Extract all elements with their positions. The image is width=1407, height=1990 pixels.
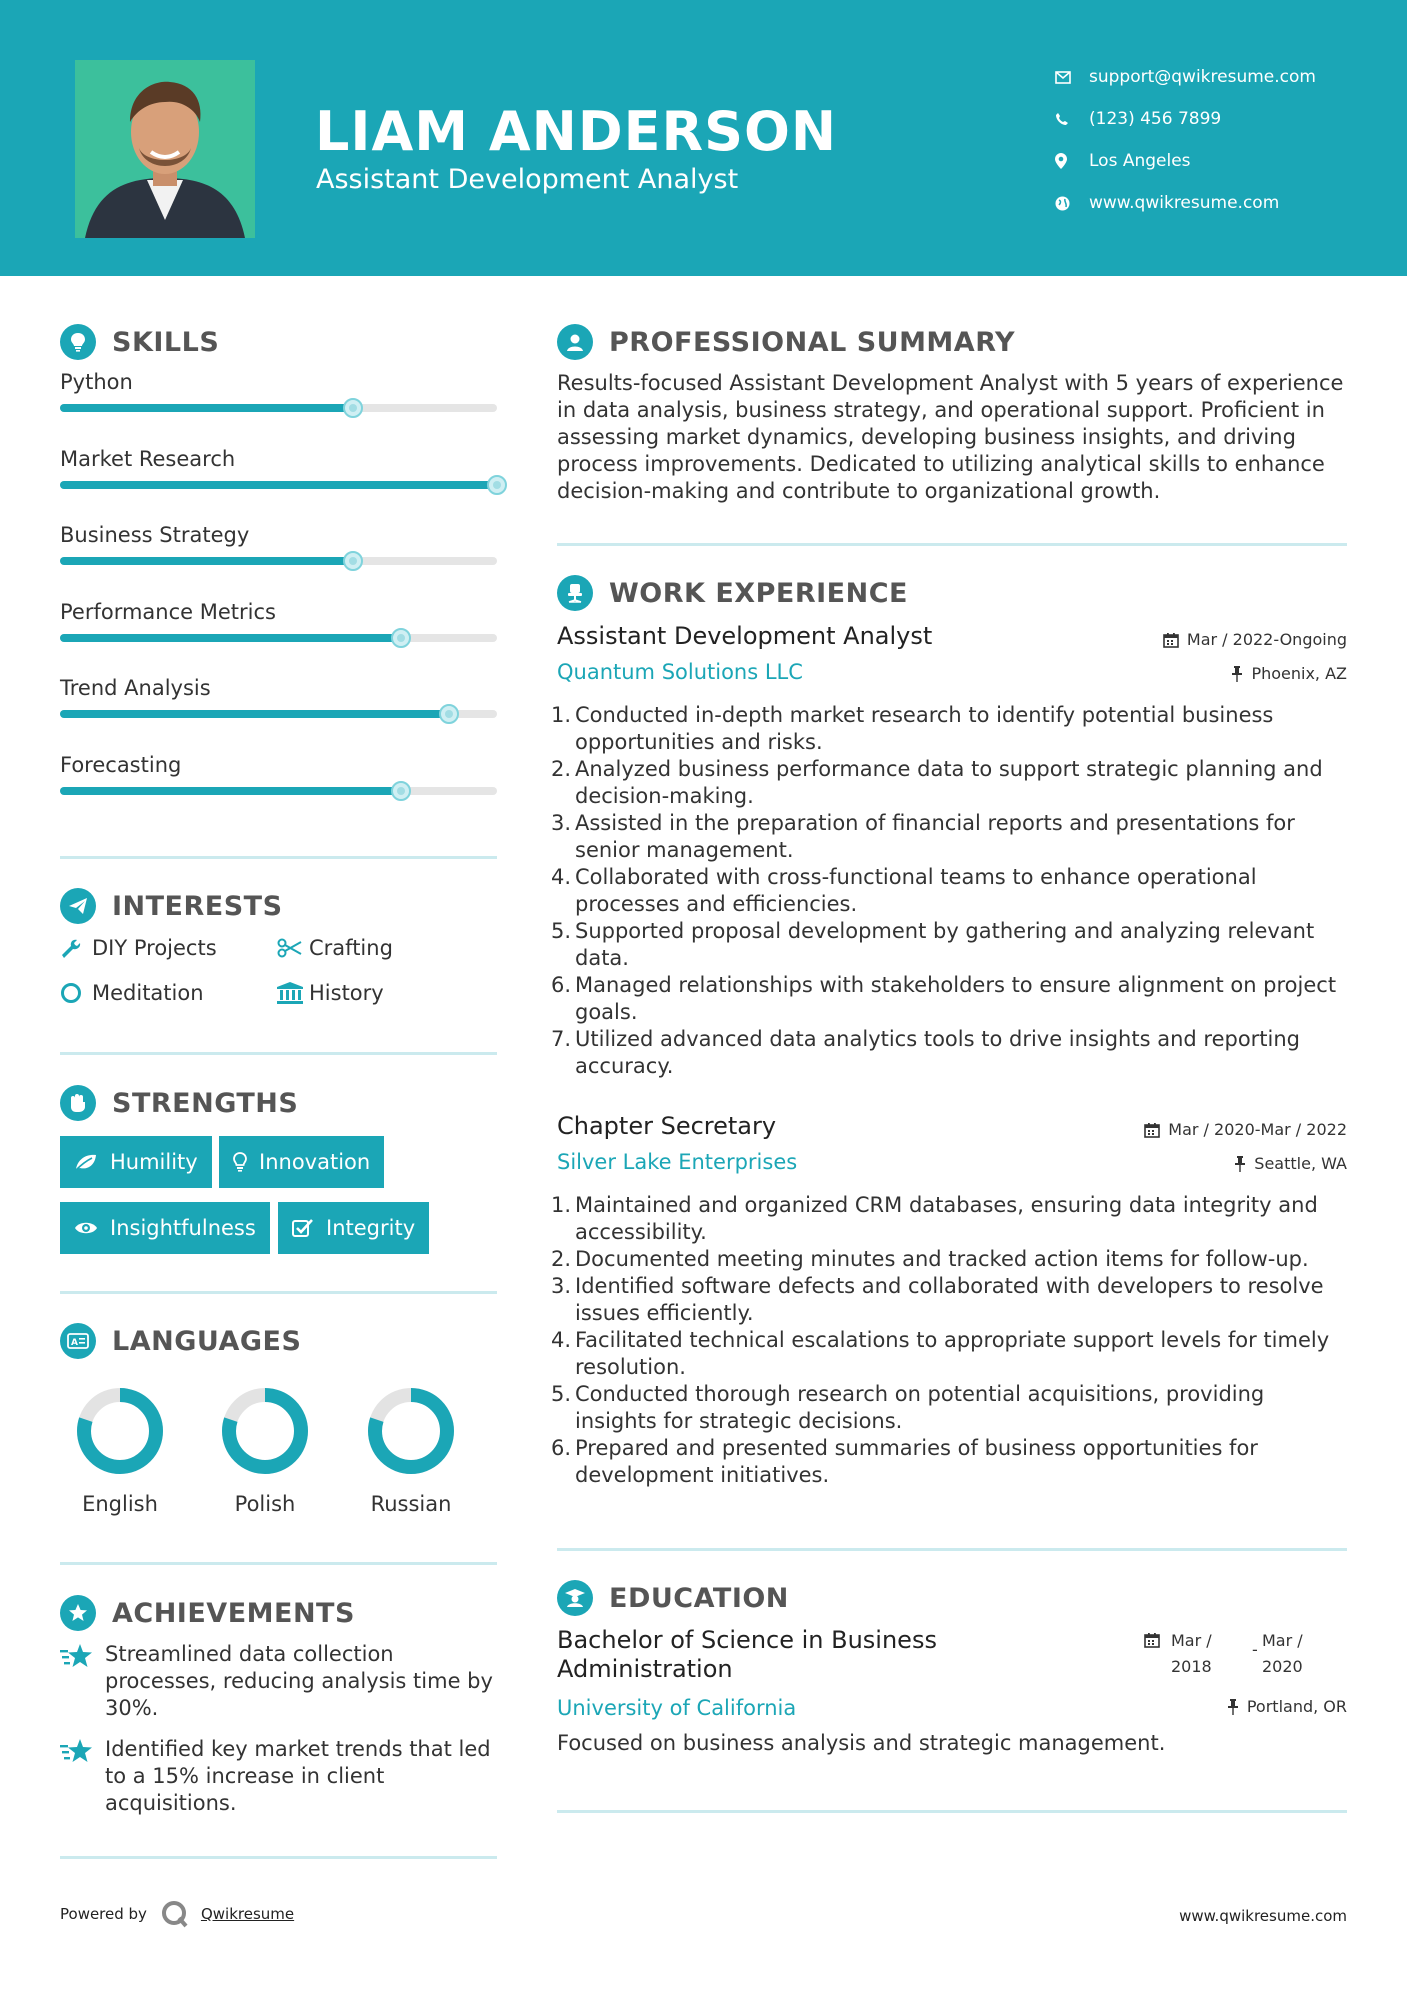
- lightbulb-icon: [60, 324, 96, 360]
- experience-heading: WORK EXPERIENCE: [557, 575, 908, 611]
- strength-tag: Innovation: [219, 1136, 384, 1188]
- job-duties-list: [551, 702, 1347, 1080]
- skill-name: Business Strategy: [60, 523, 250, 547]
- skill-bar-knob: [391, 628, 411, 648]
- calendar-icon: [1144, 1632, 1164, 1652]
- user-icon: [557, 324, 593, 360]
- language-item: [60, 1386, 180, 1516]
- skill-bar-knob: [391, 781, 411, 801]
- contact-phone[interactable]: (123) 456 7899: [1055, 98, 1355, 140]
- skill-item: [60, 600, 497, 670]
- phone-icon: [1055, 112, 1089, 126]
- skill-bar-track: [60, 557, 497, 565]
- duty-item: 7. Utilized advanced data analytics tools to drive insights and reporting accuracy.: [551, 1027, 1301, 1078]
- skill-bar-knob: [439, 704, 459, 724]
- education-description: Focused on business analysis and strategic management.: [557, 1731, 1166, 1755]
- wrench-icon: [60, 937, 92, 959]
- strengths-heading: STRENGTHS: [60, 1085, 298, 1121]
- summary-heading: PROFESSIONAL SUMMARY: [557, 324, 1015, 360]
- achievement-item: Identified key market trends that led to a 15% increase in client acquisitions.: [60, 1736, 500, 1817]
- skill-bar-fill: [60, 634, 401, 642]
- footer-website-link[interactable]: www.qwikresume.com: [1179, 1907, 1347, 1925]
- skill-bar-fill: [60, 710, 449, 718]
- calendar-icon: [1163, 632, 1179, 648]
- divider: [557, 1548, 1347, 1551]
- pushpin-icon: [1231, 666, 1243, 682]
- skill-bar-knob: [343, 398, 363, 418]
- strength-tag: Insightfulness: [60, 1202, 270, 1254]
- achievement-item: Streamlined data collection processes, reducing analysis time by 30%.: [60, 1641, 500, 1722]
- skill-bar-track: [60, 787, 497, 795]
- education-heading: EDUCATION: [557, 1580, 789, 1616]
- language-donut-chart: [220, 1386, 310, 1476]
- skill-item: [60, 676, 497, 746]
- candidate-role: Assistant Development Analyst: [316, 164, 739, 195]
- divider: [557, 543, 1347, 546]
- divider: [60, 1856, 497, 1859]
- circle-icon: [60, 982, 92, 1004]
- location-pin-icon: [1055, 153, 1089, 169]
- qwikresume-logo-icon: [161, 1900, 189, 1928]
- duty-item: 2. Documented meeting minutes and tracked action items for follow-up.: [551, 1247, 1309, 1271]
- job-title: Assistant Development Analyst: [557, 622, 933, 650]
- summary-text: Results-focused Assistant Development Analyst with 5 years of experience in data analysis, business strategy, and operational support. Proficient in assessing market dynamics, developing business insights, and driving process improvements. Dedicated to utilizing analytical skills to enhance decision-making and contribute to organizational growth.: [557, 371, 1344, 503]
- language-item: [351, 1386, 471, 1516]
- strength-tag: Integrity: [278, 1202, 429, 1254]
- duty-item: 1. Maintained and organized CRM databases, ensuring data integrity and accessibility.: [551, 1193, 1318, 1244]
- job-location: Seattle, WA: [1234, 1154, 1347, 1173]
- interests-heading: INTERESTS: [60, 888, 283, 924]
- duty-item: 3. Assisted in the preparation of financial reports and presentations for senior management.: [551, 811, 1295, 862]
- interest-item: Meditation: [60, 981, 204, 1005]
- skill-bar-fill: [60, 787, 401, 795]
- duty-item: 5. Conducted thorough research on potential acquisitions, providing insights for strategic decisions.: [551, 1382, 1265, 1433]
- footer-powered-by: Powered by Qwikresume: [60, 1900, 294, 1928]
- star-badge-icon: [60, 1595, 96, 1631]
- skill-name: Performance Metrics: [60, 599, 276, 624]
- skill-item: [60, 370, 497, 440]
- leaf-icon: [74, 1153, 98, 1171]
- divider: [60, 856, 497, 859]
- skill-bar-knob: [487, 475, 507, 495]
- languages-heading: A LANGUAGES: [60, 1323, 301, 1359]
- calendar-icon: [1144, 1122, 1160, 1138]
- pushpin-icon: [1234, 1156, 1246, 1172]
- profile-photo: [75, 60, 255, 238]
- language-icon: [60, 1323, 96, 1359]
- language-item: [205, 1386, 325, 1516]
- contact-email[interactable]: support@qwikresume.com: [1055, 56, 1355, 98]
- strength-tag: Humility: [60, 1136, 212, 1188]
- scissors-icon: [277, 938, 309, 958]
- duty-item: 2. Analyzed business performance data to support strategic planning and decision-making.: [551, 757, 1323, 808]
- duty-item: 3. Identified software defects and collaborated with developers to resolve issues efficiently.: [551, 1274, 1324, 1325]
- divider: [60, 1291, 497, 1294]
- lightbulb-icon: [233, 1152, 247, 1172]
- skill-bar-knob: [343, 551, 363, 571]
- duty-item: 6. Managed relationships with stakeholders to ensure alignment on project goals.: [551, 973, 1337, 1024]
- contact-list: [1055, 56, 1355, 224]
- duty-item: 6. Prepared and presented summaries of business opportunities for development initiatives.: [551, 1436, 1258, 1487]
- skills-heading: SKILLS: [60, 324, 219, 360]
- language-donut-chart: [366, 1386, 456, 1476]
- pushpin-icon: [1227, 1699, 1239, 1715]
- divider: [60, 1052, 497, 1055]
- job-duties-list: [551, 1192, 1347, 1489]
- graduate-icon: [557, 1580, 593, 1616]
- globe-icon: [1055, 196, 1089, 211]
- job-location: Phoenix, AZ: [1231, 664, 1347, 683]
- duty-item: 1. Conducted in-depth market research to identify potential business opportunities and risks.: [551, 703, 1274, 754]
- checkbox-icon: [292, 1218, 314, 1238]
- education-start-date: Mar / 2018: [1171, 1631, 1212, 1676]
- skill-bar-fill: [60, 481, 497, 489]
- school-name: University of California: [557, 1696, 797, 1720]
- skill-item: [60, 447, 497, 517]
- fist-icon: [60, 1085, 96, 1121]
- paper-plane-icon: [60, 888, 96, 924]
- company-name: Quantum Solutions LLC: [557, 660, 803, 684]
- skill-bar-fill: [60, 404, 353, 412]
- envelope-icon: [1055, 71, 1089, 84]
- achievements-heading: ACHIEVEMENTS: [60, 1595, 355, 1631]
- job-dates: Mar / 2020-Mar / 2022: [1144, 1120, 1347, 1139]
- skill-item: [60, 753, 497, 823]
- duty-item: 4. Collaborated with cross-functional teams to enhance operational processes and efficiencies.: [551, 865, 1257, 916]
- education-location: Portland, OR: [1227, 1697, 1347, 1716]
- divider: [60, 1562, 497, 1565]
- interest-item: DIY Projects: [60, 936, 217, 960]
- star-icon: [60, 1641, 105, 1722]
- job-title: Chapter Secretary: [557, 1112, 777, 1140]
- date-separator: -: [1252, 1640, 1258, 1659]
- office-chair-icon: [557, 575, 593, 611]
- eye-icon: [74, 1220, 98, 1236]
- skill-bar-track: [60, 710, 497, 718]
- divider: [557, 1810, 1347, 1813]
- interest-item: History: [277, 981, 384, 1005]
- skill-bar-track: [60, 634, 497, 642]
- skill-name: Market Research: [60, 446, 236, 471]
- museum-icon: [277, 982, 309, 1004]
- skill-name: Trend Analysis: [60, 676, 211, 700]
- duty-item: 5. Supported proposal development by gathering and analyzing relevant data.: [551, 919, 1315, 970]
- language-name: Russian: [370, 1492, 452, 1516]
- degree-title-line2: Administration: [557, 1655, 733, 1683]
- company-name: Silver Lake Enterprises: [557, 1150, 798, 1174]
- svg-text:A: A: [71, 1338, 78, 1348]
- language-name: English: [82, 1492, 158, 1516]
- star-icon: [60, 1736, 105, 1817]
- skill-bar-track: [60, 404, 497, 412]
- skill-item: [60, 523, 497, 593]
- qwikresume-link[interactable]: Qwikresume: [200, 1905, 295, 1923]
- interest-item: Crafting: [277, 936, 393, 960]
- job-dates: Mar / 2022-Ongoing: [1163, 630, 1347, 649]
- skill-bar-track: [60, 481, 497, 489]
- language-donut-chart: [75, 1386, 165, 1476]
- candidate-name: LIAM ANDERSON: [315, 100, 838, 163]
- skill-name: Forecasting: [60, 752, 182, 777]
- language-name: Polish: [234, 1492, 296, 1516]
- education-end-date: Mar / 2020: [1262, 1631, 1303, 1676]
- skill-name: Python: [60, 370, 133, 394]
- skill-bar-fill: [60, 557, 353, 565]
- contact-website[interactable]: www.qwikresume.com: [1055, 182, 1355, 224]
- contact-location: Los Angeles: [1055, 140, 1355, 182]
- resume-header: [0, 0, 1407, 276]
- duty-item: 4. Facilitated technical escalations to appropriate support levels for timely resolution.: [551, 1328, 1330, 1379]
- degree-title-line1: Bachelor of Science in Business: [557, 1626, 937, 1654]
